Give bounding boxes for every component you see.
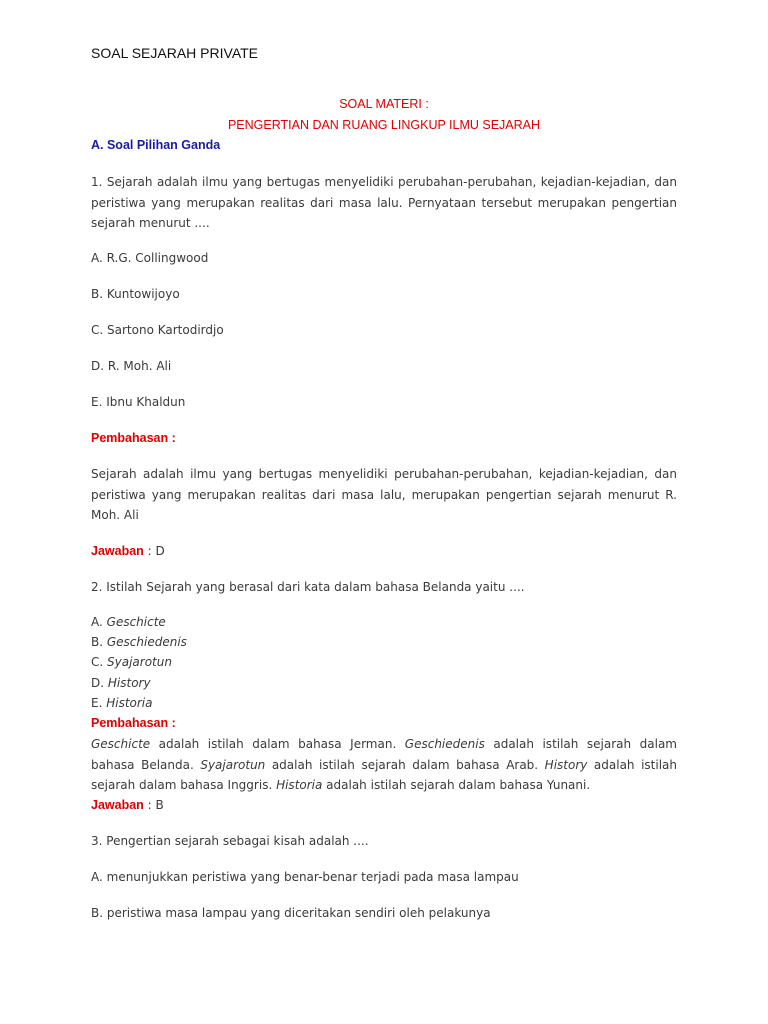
q2-option-d-prefix: D.	[91, 676, 108, 690]
q2-option-a	[91, 612, 166, 632]
q2-option-c-term: Syajarotun	[107, 655, 172, 669]
q2-option-e	[91, 693, 153, 713]
q1-option-e: E. Ibnu Khaldun	[91, 395, 186, 409]
q2-explanation-segment: adalah istilah sejarah dalam bahasa Yunani.	[322, 778, 591, 792]
document-title: SOAL MATERI :	[339, 97, 429, 111]
q2-jawaban-label: Jawaban	[91, 798, 144, 812]
q2-jawaban	[91, 795, 164, 815]
term-syajarotun: Syajarotun	[200, 757, 266, 772]
q2-explanation-segment: adalah istilah dalam bahasa Jerman.	[150, 737, 405, 751]
q2-option-c	[91, 652, 172, 672]
question-3-text: 3. Pengertian sejarah sebagai kisah adalah ....	[91, 834, 369, 848]
q2-explanation-segment: adalah istilah sejarah dalam bahasa Arab.	[265, 757, 545, 772]
q1-pembahasan-label: Pembahasan :	[91, 431, 176, 445]
q2-answer-value: : B	[143, 798, 164, 812]
q1-option-b: B. Kuntowijoyo	[91, 287, 180, 301]
q2-option-a-prefix: A.	[91, 615, 107, 629]
term-historia: Historia	[276, 778, 323, 792]
document-header: SOAL SEJARAH PRIVATE	[91, 45, 259, 61]
q2-option-a-term: Geschicte	[106, 615, 166, 629]
q2-option-b-prefix: B.	[91, 635, 107, 649]
q1-option-a: A. R.G. Collingwood	[91, 251, 209, 265]
q3-option-b: B. peristiwa masa lampau yang diceritakan sendiri oleh pelakunya	[91, 906, 491, 920]
term-geschicte: Geschicte	[91, 737, 151, 751]
q1-explanation: Sejarah adalah ilmu yang bertugas menyelidiki perubahan-perubahan, kejadian-kejadian, dan peristiwa yang merupakan realitas dari masa lalu, merupakan pengertian sejarah menurut R. Moh. Ali	[91, 467, 677, 522]
question-2-text: 2. Istilah Sejarah yang berasal dari kata dalam bahasa Belanda yaitu ....	[91, 580, 525, 594]
q2-explanation-segment: adalah istilah sejarah dalam bahasa Inggris.	[91, 757, 678, 792]
q2-explanation	[91, 734, 677, 796]
q2-option-e-term: Historia	[106, 696, 153, 710]
question-1-text: 1. Sejarah adalah ilmu yang bertugas menyelidiki perubahan-perubahan, kejadian-kejadian, dan peristiwa yang merupakan realitas dari masa lalu. Pernyataan tersebut merupakan pengertian sejarah menurut ....	[91, 175, 677, 230]
q1-option-d: D. R. Moh. Ali	[91, 359, 172, 373]
q1-jawaban-label: Jawaban	[91, 544, 144, 558]
q2-explanation-segment: adalah istilah sejarah dalam bahasa Belanda.	[91, 737, 677, 772]
q3-option-a: A. menunjukkan peristiwa yang benar-benar terjadi pada masa lampau	[91, 870, 519, 884]
q2-option-d-term: History	[107, 676, 151, 690]
q1-jawaban	[91, 541, 165, 561]
q2-option-d	[91, 673, 151, 693]
q2-option-c-prefix: C.	[91, 655, 108, 669]
term-geschiedenis: Geschiedenis	[404, 737, 485, 751]
q1-option-c: C. Sartono Kartodirdjo	[91, 323, 224, 337]
q2-option-e-prefix: E.	[91, 696, 107, 710]
q1-answer-value: : D	[143, 544, 165, 558]
q2-pembahasan-label: Pembahasan :	[91, 716, 176, 730]
term-history: History	[544, 757, 588, 772]
document-subtitle: PENGERTIAN DAN RUANG LINGKUP ILMU SEJARAH	[227, 118, 541, 132]
q2-option-b	[91, 632, 187, 652]
q2-option-b-term: Geschiedenis	[106, 635, 187, 649]
section-heading: A. Soal Pilihan Ganda	[91, 138, 221, 152]
